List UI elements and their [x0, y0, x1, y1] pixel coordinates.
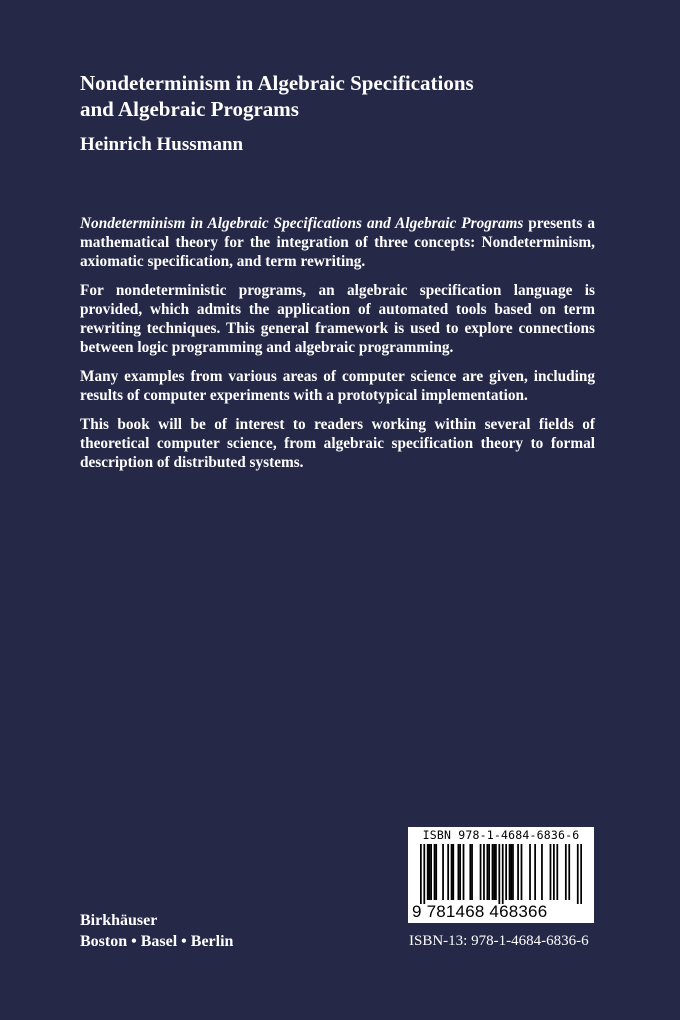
barcode-bar [509, 844, 511, 900]
barcode-bar [568, 844, 570, 900]
author-name: Heinrich Hussmann [80, 134, 244, 155]
description-paragraph-3: Many examples from various areas of computer science are given, including results of computer experiments with a prototypical implementation. [80, 368, 595, 404]
barcode-bar [427, 844, 429, 900]
barcode-bar [565, 844, 567, 900]
barcode-bar [488, 844, 490, 900]
barcode-bar [495, 844, 497, 900]
barcode-bar [447, 844, 449, 900]
barcode-bar [493, 844, 495, 900]
barcode-bar [458, 844, 460, 900]
description-block [80, 214, 595, 482]
description-paragraph-1 [80, 214, 595, 271]
barcode-bar [517, 844, 519, 900]
barcode-bar [471, 844, 473, 900]
description-paragraph-1-text: presents a mathematical theory for the integration of three concepts: Nondeterminism, axiomatic specification, and term rewriting. [80, 215, 595, 270]
barcode-bar [521, 844, 523, 900]
publisher-block [80, 910, 233, 952]
barcode-bar [480, 844, 482, 900]
barcode-bar [553, 844, 555, 900]
barcode-bar [434, 844, 436, 900]
barcode-bar [483, 844, 485, 900]
barcode-bar [420, 844, 422, 904]
barcode-bar [492, 844, 494, 900]
barcode-bar [429, 844, 431, 900]
barcode-bar [529, 844, 531, 900]
barcode-bar [452, 844, 454, 900]
barcode-bar [577, 844, 579, 904]
barcode-bar [580, 844, 582, 904]
description-book-title: Nondeterminism in Algebraic Specifications and Algebraic Programs [80, 215, 524, 232]
book-title [80, 70, 600, 122]
barcode-icon [420, 844, 582, 904]
barcode-bar [512, 844, 514, 900]
barcode-bar [510, 844, 512, 900]
barcode-bar [505, 844, 507, 900]
book-title-line-1: Nondeterminism in Algebraic Specifications [80, 71, 474, 95]
barcode-bar [442, 844, 444, 900]
barcode-panel [408, 827, 594, 923]
barcode-bar [435, 844, 437, 900]
description-paragraph-2: For nondeterministic programs, an algebraic specification language is provided, which admits the application of automated tools based on term rewriting techniques. This general framework is used to explore connections between logic programming and algebraic programming. [80, 282, 595, 356]
barcode-bar [463, 844, 465, 900]
barcode-bar [550, 844, 552, 900]
barcode-bar [430, 844, 432, 900]
publisher-name: Birkhäuser [80, 912, 158, 929]
barcode-bar [451, 844, 453, 900]
barcode-bar [498, 844, 500, 904]
barcode-bar [469, 844, 471, 900]
isbn-13: ISBN-13: 978-1-4684-6836-6 [409, 933, 589, 949]
barcode-digits: 9 781468 468366 [412, 902, 548, 921]
barcode-bar [487, 844, 489, 900]
barcode-bar [423, 844, 425, 904]
barcode-bar [502, 844, 504, 904]
barcode-bar [459, 844, 461, 900]
book-title-line-2: and Algebraic Programs [80, 97, 299, 121]
barcode-bar [541, 844, 543, 900]
description-paragraph-4: This book will be of interest to readers working within several fields of theoretical computer science, from algebraic specification theory to formal description of distributed systems. [80, 416, 595, 471]
barcode-isbn-label: ISBN 978-1-4684-6836-6 [422, 828, 580, 842]
barcode-bar [534, 844, 536, 900]
barcode-bar [556, 844, 558, 900]
publisher-cities: Boston • Basel • Berlin [80, 933, 234, 950]
